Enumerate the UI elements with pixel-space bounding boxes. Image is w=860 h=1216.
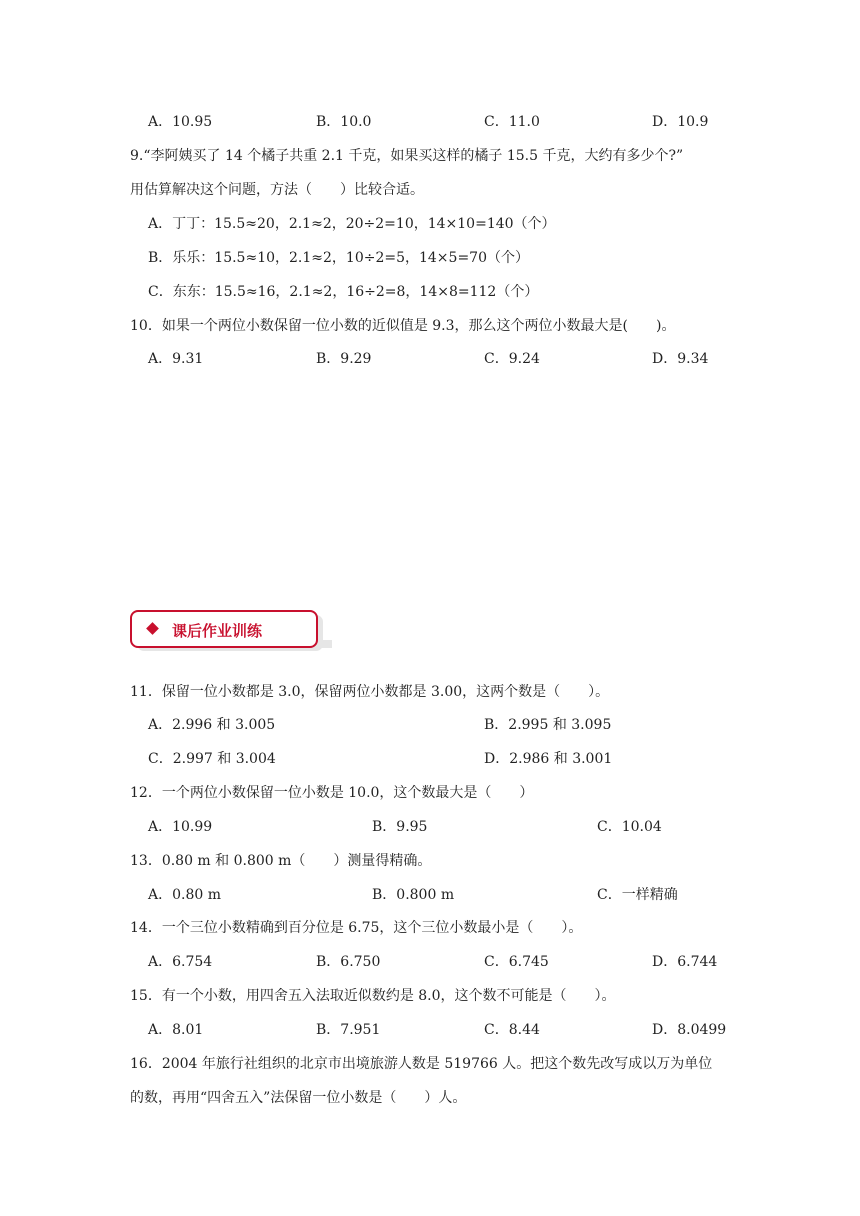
q10-option-d: D．9.34 [652, 351, 709, 367]
q8-option-c: C．11.0 [484, 114, 540, 130]
diamond-icon [146, 622, 159, 635]
q14-question: 14．一个三位小数精确到百分位是 6.75，这个三位小数最小是（ ）。 [130, 920, 583, 936]
q13-option-b: B．0.800 m [372, 887, 455, 903]
q16-question-line1: 16．2004 年旅行社组织的北京市出境旅游人数是 519766 人。把这个数先改写成以万为单位 [130, 1056, 713, 1072]
q15-option-b: B．7.951 [316, 1022, 381, 1038]
q9-question-line2: 用估算解决这个问题，方法（ ）比较合适。 [130, 182, 424, 198]
q12-option-b: B．9.95 [372, 819, 428, 835]
q14-option-b: B．6.750 [316, 954, 381, 970]
q10-question: 10．如果一个两位小数保留一位小数的近似值是 9.3，那么这个两位小数最大是( )。 [130, 318, 676, 334]
q10-option-c: C．9.24 [484, 351, 540, 367]
q13-question: 13．0.80 m 和 0.800 m（ ）测量得精确。 [130, 853, 432, 869]
q11-option-d: D．2.986 和 3.001 [484, 751, 613, 767]
q14-option-a: A．6.754 [148, 954, 213, 970]
q14-option-c: C．6.745 [484, 954, 549, 970]
q15-option-c: C．8.44 [484, 1022, 540, 1038]
section-banner [130, 610, 318, 648]
section-banner-shadow [316, 640, 332, 648]
q11-option-b: B．2.995 和 3.095 [484, 717, 612, 733]
q14-option-d: D．6.744 [652, 954, 718, 970]
q15-option-d: D．8.0499 [652, 1022, 727, 1038]
q12-option-c: C．10.04 [597, 819, 662, 835]
q16-question-line2: 的数，再用“四舍五入”法保留一位小数是（ ）人。 [130, 1090, 467, 1106]
q13-option-c: C．一样精确 [597, 887, 678, 903]
q11-question: 11．保留一位小数都是 3.0，保留两位小数都是 3.00，这两个数是（ ）。 [130, 684, 610, 700]
q15-option-a: A．8.01 [148, 1022, 204, 1038]
q11-option-a: A．2.996 和 3.005 [148, 717, 276, 733]
q8-option-d: D．10.9 [652, 114, 709, 130]
q13-option-a: A．0.80 m [148, 887, 222, 903]
q15-question: 15．有一个小数，用四舍五入法取近似数约是 8.0，这个数不可能是（ ）。 [130, 988, 616, 1004]
q11-option-c: C．2.997 和 3.004 [148, 751, 276, 767]
q9-option-b: B．乐乐：15.5≈10，2.1≈2，10÷2=5，14×5=70（个） [148, 250, 529, 266]
q12-question: 12．一个两位小数保留一位小数是 10.0，这个数最大是（ ） [130, 785, 534, 801]
q10-option-a: A．9.31 [148, 351, 204, 367]
q8-option-b: B．10.0 [316, 114, 372, 130]
q10-option-b: B．9.29 [316, 351, 372, 367]
q9-option-a: A．丁丁：15.5≈20，2.1≈2，20÷2=10，14×10=140（个） [148, 216, 556, 232]
section-title: 课后作业训练 [172, 622, 263, 640]
q9-question-line1: 9.“李阿姨买了 14 个橘子共重 2.1 千克，如果买这样的橘子 15.5 千克，大约有多少个?” [130, 148, 684, 164]
q9-option-c: C．东东：15.5≈16，2.1≈2，16÷2=8，14×8=112（个） [148, 284, 539, 300]
q8-option-a: A．10.95 [148, 114, 213, 130]
q12-option-a: A．10.99 [148, 819, 213, 835]
